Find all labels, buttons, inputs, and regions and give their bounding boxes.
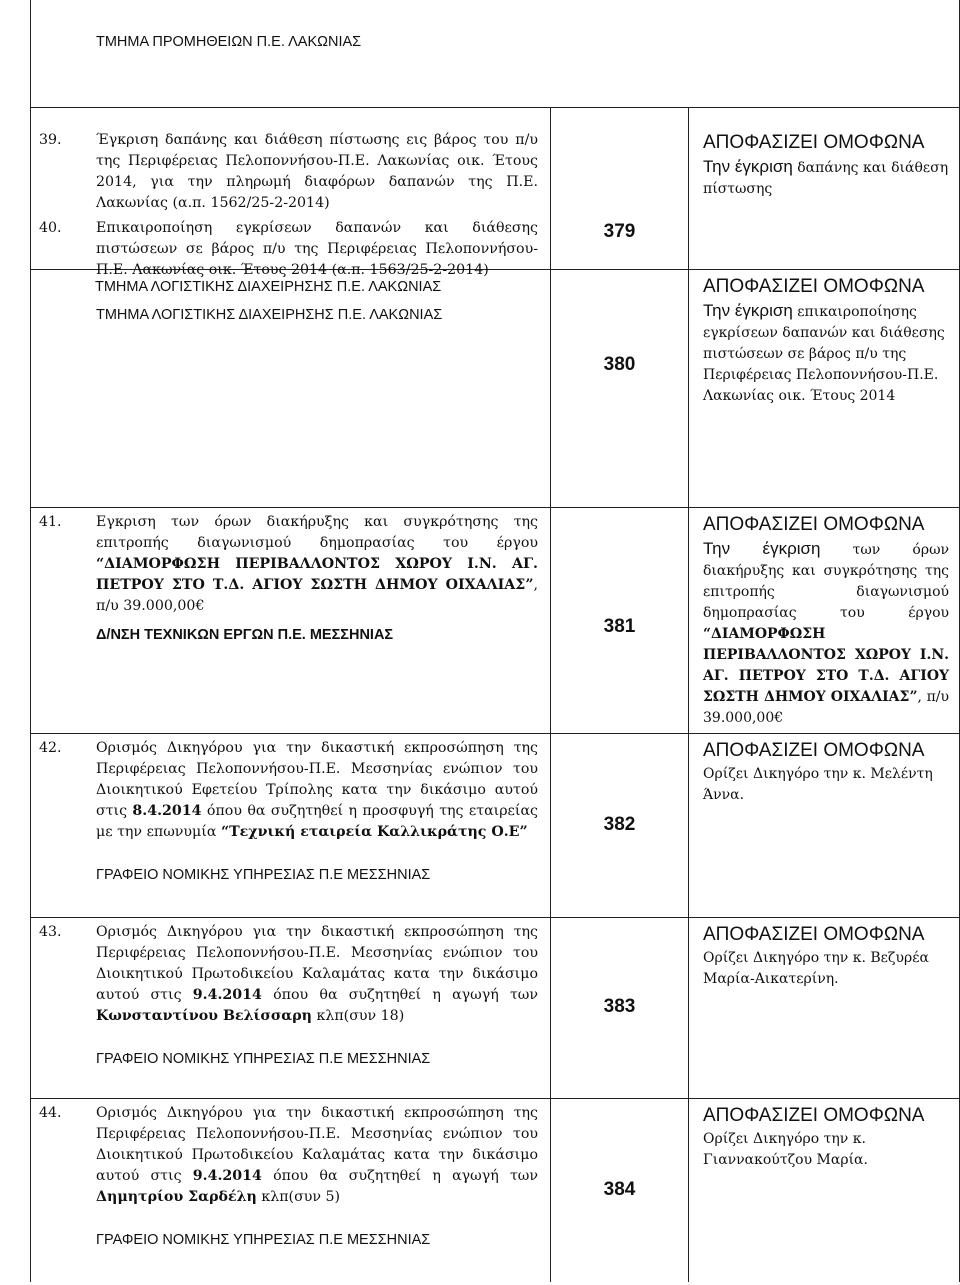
department-label: ΓΡΑΦΕΙΟ ΝΟΜΙΚΗΣ ΥΠΗΡΕΣΙΑΣ Π.Ε ΜΕΣΣΗΝΙΑΣ: [96, 866, 431, 883]
verdict-label: ΑΠΟΦΑΣΙΖΕΙ ΟΜΟΦΩΝΑ: [703, 131, 925, 153]
decision-number-cell: [551, 1098, 689, 1282]
table-row: [31, 917, 960, 1098]
item-text: Ορισμός Δικηγόρου για την δικαστική εκπροσώπηση της Περιφέρειας Πελοποννήσου-Π.Ε. Μεσσηνίας ενώπιον του Διοικητικού Εφετείου Τρίπολης κατα την δικάσιμο αυτού στις 8.4.2014 όπου θα συζητηθεί η προσφυγή της εταιρείας με την επωνυμία “Τεχνική εταιρεία Καλλικράτης Ο.Ε”: [96, 739, 538, 840]
minutes-document: [30, 0, 959, 1285]
item-description: [31, 918, 550, 1027]
description-cell: [31, 219, 551, 507]
table-row: [31, 733, 960, 917]
item-number: 44.: [39, 1104, 62, 1121]
table-row: [31, 269, 960, 507]
decision-text: Την έγκριση επικαιροποίησης εγκρίσεων δαπανών και διάθεσης πιστώσεων σε βάρος π/υ της Περιφέρειας Πελοποννήσου-Π.Ε. Λακωνίας οικ. Έτους 2014: [703, 300, 945, 404]
department-label: ΤΜΗΜΑ ΛΟΓΙΣΤΙΚΗΣ ΔΙΑΧΕΙΡΗΣΗΣ Π.Ε. ΛΑΚΩΝΙΑΣ: [96, 306, 443, 323]
decision-number-cell: [551, 269, 689, 507]
decision-cell: [689, 507, 960, 733]
item-text: Εγκριση των όρων διακήρυξης και συγκρότησης της επιτροπής διαγωνισμού δημοπρασίας του έργου “ΔΙΑΜΟΡΦΩΣΗ ΠΕΡΙΒΑΛΛΟΝΤΟΣ ΧΩΡΟΥ Ι.Ν. ΑΓ. ΠΕΤΡΟΥ ΣΤΟ Τ.Δ. ΑΓΙΟΥ ΣΩΣΤΗ ΔΗΜΟΥ ΟΙΧΑΛΙΑΣ”, π/υ 39.000,00€: [96, 513, 538, 614]
table-row: [31, 507, 960, 733]
header-cell: [31, 0, 960, 107]
decision-number: 381: [603, 615, 636, 637]
decision-text: Την έγκριση δαπάνης και διάθεση πίστωσης: [703, 156, 949, 197]
decisions-table: [30, 0, 960, 1282]
decision-cell: [689, 917, 960, 1098]
decision-number: 379: [603, 220, 636, 242]
item-number: 39.: [39, 131, 62, 148]
decision-number: 383: [603, 995, 636, 1017]
department-title: ΤΜΗΜΑ ΠΡΟΜΗΘΕΙΩΝ Π.Ε. ΛΑΚΩΝΙΑΣ: [96, 34, 362, 50]
decision-cell: [689, 1098, 960, 1282]
description-cell: [31, 917, 551, 1098]
department-label: ΓΡΑΦΕΙΟ ΝΟΜΙΚΗΣ ΥΠΗΡΕΣΙΑΣ Π.Ε ΜΕΣΣΗΝΙΑΣ: [96, 1231, 431, 1248]
decision-text: Την έγκριση των όρων διακήρυξης και συγκρότησης της επιτροπής διαγωνισμού δημοπρασίας του έργου “ΔΙΑΜΟΡΦΩΣΗ ΠΕΡΙΒΑΛΛΟΝΤΟΣ ΧΩΡΟΥ Ι.Ν. ΑΓ. ΠΕΤΡΟΥ ΣΤΟ Τ.Δ. ΑΓΙΟΥ ΣΩΣΤΗ ΔΗΜΟΥ ΟΙΧΑΛΙΑΣ”, π/υ 39.000,00€: [703, 538, 950, 726]
decision-number: 382: [603, 813, 636, 835]
decision-text: Ορίζει Δικηγόρο την κ. Γιαννακούτζου Μαρία.: [703, 1130, 868, 1168]
verdict-label: ΑΠΟΦΑΣΙΖΕΙ ΟΜΟΦΩΝΑ: [703, 275, 925, 297]
item-number: 42.: [39, 739, 62, 756]
decision-cell: [689, 107, 960, 269]
item-text: Ορισμός Δικηγόρου για την δικαστική εκπροσώπηση της Περιφέρειας Πελοποννήσου-Π.Ε. Μεσσηνίας ενώπιον του Διοικητικού Πρωτοδικείου Καλαμάτας κατα την δικάσιμο αυτού στις 9.4.2014 όπου θα συζητηθεί η αγωγή των Κωνσταντίνου Βελίσσαρη κλπ(συν 18): [96, 923, 538, 1024]
department-label: ΓΡΑΦΕΙΟ ΝΟΜΙΚΗΣ ΥΠΗΡΕΣΙΑΣ Π.Ε ΜΕΣΣΗΝΙΑΣ: [96, 1050, 431, 1067]
decision-text: Ορίζει Δικηγόρο την κ. Βεζυρέα Μαρία-Αικατερίνη.: [703, 949, 929, 987]
department-label: ΤΜΗΜΑ ΛΟΓΙΣΤΙΚΗΣ ΔΙΑΧΕΙΡΗΣΗΣ Π.Ε. ΛΑΚΩΝΙΑΣ: [95, 279, 442, 295]
department-label: Δ/ΝΣΗ ΤΕΧΝΙΚΩΝ ΕΡΓΩΝ Π.Ε. ΜΕΣΣΗΝΙΑΣ: [96, 626, 394, 643]
item-number: 40.: [39, 219, 62, 236]
decision-number-cell: [551, 917, 689, 1098]
description-cell: [31, 733, 551, 917]
decision-number-cell: [551, 733, 689, 917]
item-description: [31, 508, 550, 617]
item-description: [31, 214, 550, 281]
decision-number: 384: [603, 1178, 636, 1200]
verdict-label: ΑΠΟΦΑΣΙΖΕΙ ΟΜΟΦΩΝΑ: [703, 923, 925, 945]
item-number: 41.: [39, 513, 62, 530]
item-description: [31, 734, 550, 843]
verdict-label: ΑΠΟΦΑΣΙΖΕΙ ΟΜΟΦΩΝΑ: [703, 1104, 925, 1126]
description-cell: [31, 507, 551, 733]
description-cell: [31, 1098, 551, 1282]
table-row-header: [31, 0, 960, 107]
decision-number: 380: [603, 353, 636, 375]
item-text: Επικαιροποίηση εγκρίσεων δαπανών και διάθεσης πιστώσεων σε βάρος π/υ της Περιφέρειας Πελοποννήσου-Π.Ε. Λακωνίας οικ. Έτους 2014 (α.π. 1563/25-2-2014): [96, 219, 538, 278]
table-row: [31, 1098, 960, 1282]
item-text: Ορισμός Δικηγόρου για την δικαστική εκπροσώπηση της Περιφέρειας Πελοποννήσου-Π.Ε. Μεσσηνίας ενώπιον του Διοικητικού Πρωτοδικείου Καλαμάτας κατα την δικάσιμο αυτού στις 9.4.2014 όπου θα συζητηθεί η αγωγή των Δημητρίου Σαρδέλη κλπ(συν 5): [96, 1104, 538, 1205]
decision-number-cell: [551, 107, 689, 269]
verdict-label: ΑΠΟΦΑΣΙΖΕΙ ΟΜΟΦΩΝΑ: [703, 739, 925, 761]
decision-number-cell: [551, 507, 689, 733]
verdict-label: ΑΠΟΦΑΣΙΖΕΙ ΟΜΟΦΩΝΑ: [703, 513, 925, 535]
decision-text: Ορίζει Δικηγόρο την κ. Μελέντη Άννα.: [703, 765, 933, 803]
item-text: Έγκριση δαπάνης και διάθεση πίστωσης εις βάρος του π/υ της Περιφέρειας Πελοποννήσου-Π.Ε. Λακωνίας οικ. Έτους 2014, για την πληρωμή διαφόρων δαπανών της Π.Ε. Λακωνίας (α.π. 1562/25-2-2014): [96, 131, 538, 211]
item-number: 43.: [39, 923, 62, 940]
decision-cell: [689, 269, 960, 507]
item-description: [31, 108, 550, 214]
decision-cell: [689, 733, 960, 917]
item-description: [31, 1099, 550, 1208]
